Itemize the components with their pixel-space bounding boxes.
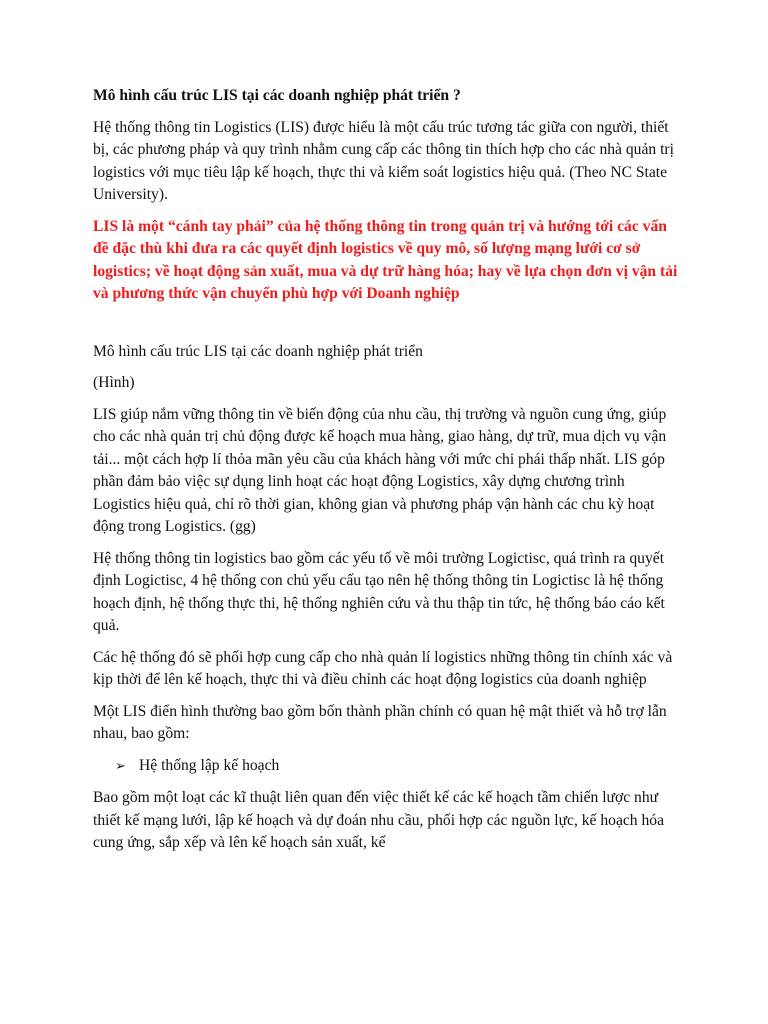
subheading-model: Mô hình cấu trúc LIS tại các doanh nghiệp phát triển (93, 342, 423, 360)
paragraph-highlight-red: LIS là một “cánh tay phải” của hệ thống thông tin trong quản trị và hướng tới các vấn đề đặc thù khi đưa ra các quyết định logistics về quy mô, số lượng mạng lưới cơ sở logistics; về hoạt động sản xuất, mua và dự trữ hàng hóa; hay về lựa chọn đơn vị vận tải và phương thức vận chuyển phù hợp với Doanh nghiệp (93, 217, 678, 302)
paragraph-lis-definition: Hệ thống thông tin Logistics (LIS) được hiểu là một cấu trúc tương tác giữa con người, thiết bị, các phương pháp và quy trình nhằm cung cấp các thông tin thích hợp cho các nhà quản trị logistics với mục tiêu lập kế hoạch, thực thi và kiểm soát logistics hiệu quả. (Theo NC State University). (93, 118, 674, 203)
blank-line (93, 315, 683, 341)
figure-placeholder: (Hình) (93, 374, 135, 391)
section-heading: Mô hình cấu trúc LIS tại các doanh nghiệp phát triển ? (93, 87, 461, 104)
paragraph-typical-lis: Một LIS điển hình thường bao gồm bốn thành phần chính có quan hệ mật thiết và hỗ trợ lẫn nhau, bao gồm: (93, 702, 667, 742)
arrow-bullet-icon: ➢ (115, 758, 126, 774)
paragraph-coordination: Các hệ thống đó sẽ phối hợp cung cấp cho nhà quản lí logistics những thông tin chính xác và kịp thời để lên kế hoạch, thực thi và điều chỉnh các hoạt động logistics của doanh nghiệp (93, 648, 673, 688)
paragraph-lis-benefits: LIS giúp nắm vững thông tin về biến động của nhu cầu, thị trường và nguồn cung ứng, giúp cho các nhà quản trị chủ động được kế hoạch mua hàng, giao hàng, dự trữ, mua dịch vụ vận tải... một cách hợp lí thỏa mãn yêu cầu của khách hàng với mức chi phái thấp nhất. LIS góp phần đảm bảo việc sự dụng linh hoạt các hoạt động Logistics, xây dựng chương trình Logistics hiệu quả, chỉ rõ thời gian, không gian và phương pháp vận hành các chu kỳ hoạt động trong Logistics. (gg) (93, 405, 667, 535)
document-body (93, 85, 683, 864)
bullet-item-label: Hệ thống lập kế hoạch (139, 756, 280, 774)
paragraph-planning-system: Bao gồm một loạt các kĩ thuật liên quan đến việc thiết kế các kế hoạch tầm chiến lược như thiết kế mạng lưới, lập kế hoạch và dự đoán nhu cầu, phối hợp các nguồn lực, kế hoạch hóa cung ứng, sắp xếp và lên kế hoạch sản xuất, kế (93, 789, 664, 851)
bullet-item-planning (93, 755, 683, 779)
paragraph-lis-components: Hệ thống thông tin logistics bao gồm các yếu tố về môi trường Logictisc, quá trình ra quyết định Logictisc, 4 hệ thống con chủ yếu cấu tạo nên hệ thống thông tin Logictisc là hệ thống hoạch định, hệ thống thực thi, hệ thống nghiên cứu và thu thập tin tức, hệ thống báo cáo kết quả. (93, 549, 665, 634)
